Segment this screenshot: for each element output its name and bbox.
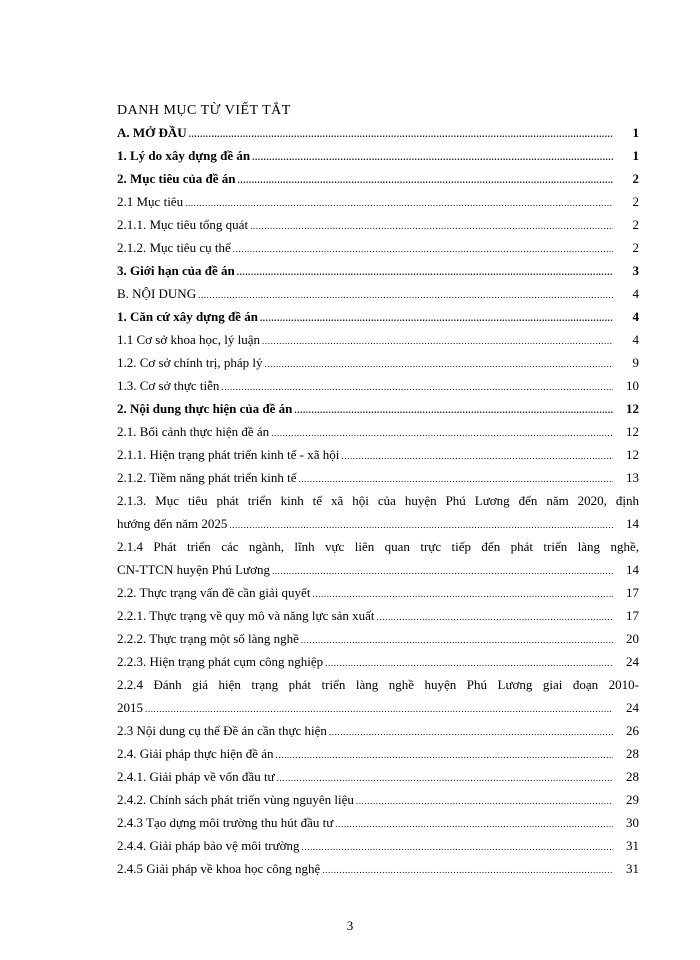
toc-entry-page: 30 <box>626 815 639 830</box>
toc-entry-title: 2.4.3 Tạo dựng môi trường thu hút đầu tư <box>117 815 334 830</box>
toc-entry-text-line1: 2.1.3. Mục tiêu phát triển kinh tế xã hội của huyện Phú Lương đến năm 2020, định <box>117 493 639 508</box>
toc-entry <box>117 122 639 144</box>
toc-entry-title: 1.1 Cơ sở khoa học, lý luận <box>117 332 261 347</box>
toc-entry-page: 12 <box>626 447 639 462</box>
toc-dot-leader <box>265 351 613 376</box>
toc-entry-page: 28 <box>626 746 639 761</box>
table-of-contents <box>117 122 639 880</box>
toc-entry <box>117 190 639 213</box>
toc-dot-leader <box>335 811 613 836</box>
toc-entry-page: 26 <box>626 723 639 738</box>
toc-entry <box>117 259 639 282</box>
toc-dot-leader <box>260 305 613 330</box>
toc-entry-page: 4 <box>632 332 639 347</box>
toc-entry-page: 24 <box>626 700 639 715</box>
toc-dot-leader <box>198 282 613 307</box>
toc-dot-leader <box>277 765 613 790</box>
toc-entry-page: 13 <box>626 470 639 485</box>
toc-entry <box>117 834 639 857</box>
toc-entry <box>117 581 639 604</box>
toc-entry-text-line1: 2.2.4 Đánh giá hiện trạng phát triển làng nghề huyện Phú Lương giai đoạn 2010- <box>117 677 639 692</box>
toc-entry <box>117 857 639 880</box>
toc-entry <box>117 305 639 328</box>
toc-dot-leader <box>325 650 613 675</box>
toc-dot-leader <box>341 443 613 468</box>
toc-entry-page: 1 <box>632 125 639 140</box>
toc-entry-title: 2.4.1. Giải pháp về vốn đầu tư <box>117 769 275 784</box>
toc-entry-text-line1: 2.1.4 Phát triển các ngành, lĩnh vực liên quan trực tiếp đến phát triển làng nghề, <box>117 539 639 554</box>
toc-dot-leader <box>262 328 613 353</box>
toc-entry-title: 2.1.1. Mục tiêu tổng quát <box>117 217 249 232</box>
toc-dot-leader <box>252 144 613 169</box>
toc-entry-title: 2. Nội dung thực hiện của đề án <box>117 401 293 416</box>
toc-entry-page: 2 <box>632 194 639 209</box>
toc-dot-leader <box>272 558 613 583</box>
toc-entry-title: 2.1.2. Mục tiêu cụ thể <box>117 240 231 255</box>
toc-entry <box>117 535 639 581</box>
toc-entry-title: 2.2.1. Thực trạng về quy mô và năng lực sản xuất <box>117 608 375 623</box>
toc-entry-title: 1.3. Cơ sở thực tiễn <box>117 378 220 393</box>
toc-dot-leader <box>237 167 613 192</box>
toc-entry-title: 2.2. Thực trạng vấn đề cần giải quyết <box>117 585 311 600</box>
toc-dot-leader <box>221 374 613 399</box>
toc-entry <box>117 742 639 765</box>
toc-entry-title: 2.3 Nội dung cụ thể Đề án cần thực hiện <box>117 723 327 738</box>
toc-entry-page: 24 <box>626 654 639 669</box>
toc-entry-page: 3 <box>632 263 639 278</box>
page-number: 3 <box>346 918 354 933</box>
toc-dot-leader <box>356 788 613 813</box>
toc-entry-title: 2.4.4. Giải pháp bảo vệ môi trường <box>117 838 300 853</box>
toc-entry-title: 2. Mục tiêu của đề án <box>117 171 236 186</box>
toc-entry-title: 2.2.3. Hiện trạng phát cụm công nghiệp <box>117 654 324 669</box>
toc-dot-leader <box>250 213 613 238</box>
toc-entry-page: 9 <box>632 355 639 370</box>
toc-entry-page: 4 <box>632 309 639 324</box>
toc-entry <box>117 144 639 167</box>
toc-entry-title: 1.2. Cơ sở chính trị, pháp lý <box>117 355 263 370</box>
toc-entry-title: 2.4.5 Giải pháp về khoa học công nghệ <box>117 861 321 876</box>
toc-entry-page: 28 <box>626 769 639 784</box>
toc-dot-leader <box>294 397 613 422</box>
toc-entry-title: 1. Lý do xây dựng đề án <box>117 148 251 163</box>
toc-entry-page: 1 <box>632 148 639 163</box>
toc-dot-leader <box>276 742 613 767</box>
toc-entry-title: A. MỞ ĐẦU <box>117 125 187 140</box>
toc-entry <box>117 397 639 420</box>
toc-entry-title: 2.1. Bối cảnh thực hiện đề án <box>117 424 270 439</box>
toc-entry <box>117 604 639 627</box>
toc-entry-page: 2 <box>632 217 639 232</box>
toc-entry-page: 10 <box>626 378 639 393</box>
toc-entry <box>117 466 639 489</box>
toc-entry-title: hướng đến năm 2025 <box>117 516 228 531</box>
toc-entry <box>117 282 639 305</box>
toc-dot-leader <box>185 190 613 215</box>
toc-entry <box>117 374 639 397</box>
toc-dot-leader <box>233 236 613 261</box>
toc-entry-page: 12 <box>626 424 639 439</box>
toc-dot-leader <box>229 512 613 537</box>
toc-entry-page: 2 <box>632 240 639 255</box>
toc-entry-page: 17 <box>626 585 639 600</box>
toc-entry-title: 2015 <box>117 700 143 715</box>
toc-dot-leader <box>322 857 613 882</box>
toc-dot-leader <box>301 627 613 652</box>
toc-entry <box>117 420 639 443</box>
toc-entry-title: 2.1 Mục tiêu <box>117 194 184 209</box>
toc-entry <box>117 719 639 742</box>
toc-dot-leader <box>189 122 613 145</box>
toc-entry-page: 31 <box>626 861 639 876</box>
toc-entry-page: 14 <box>626 562 639 577</box>
toc-dot-leader <box>312 581 613 606</box>
toc-entry-page: 17 <box>626 608 639 623</box>
toc-dot-leader <box>302 834 613 859</box>
toc-entry-title: 2.2.2. Thực trạng một số làng nghề <box>117 631 299 646</box>
toc-entry <box>117 328 639 351</box>
toc-dot-leader <box>329 719 613 744</box>
toc-dot-leader <box>271 420 613 445</box>
toc-entry <box>117 765 639 788</box>
toc-entry-title: 2.1.2. Tiềm năng phát triển kinh tế <box>117 470 297 485</box>
toc-dot-leader <box>145 696 613 721</box>
toc-entry-page: 12 <box>626 401 639 416</box>
toc-entry <box>117 443 639 466</box>
toc-entry <box>117 673 639 719</box>
toc-entry-page: 29 <box>626 792 639 807</box>
toc-entry <box>117 351 639 374</box>
toc-dot-leader <box>237 259 613 284</box>
toc-entry <box>117 811 639 834</box>
toc-entry <box>117 489 639 535</box>
toc-entry <box>117 213 639 236</box>
toc-entry-page: 31 <box>626 838 639 853</box>
toc-dot-leader <box>377 604 613 629</box>
toc-entry-title: B. NỘI DUNG <box>117 286 197 301</box>
toc-entry <box>117 788 639 811</box>
toc-entry-page: 4 <box>632 286 639 301</box>
toc-entry-page: 20 <box>626 631 639 646</box>
toc-entry <box>117 236 639 259</box>
toc-entry-title: 2.4.2. Chính sách phát triển vùng nguyên liệu <box>117 792 354 807</box>
toc-entry <box>117 627 639 650</box>
toc-entry-page: 14 <box>626 516 639 531</box>
toc-entry-title: 2.1.1. Hiện trạng phát triển kinh tế - xã hội <box>117 447 340 462</box>
abbreviations-heading: DANH MỤC TỪ VIẾT TẮT <box>117 103 291 118</box>
toc-entry-title: 3. Giới hạn của đề án <box>117 263 235 278</box>
toc-entry-title: CN-TTCN huyện Phú Lương <box>117 562 270 577</box>
toc-entry <box>117 167 639 190</box>
toc-entry-title: 1. Căn cứ xây dựng đề án <box>117 309 258 324</box>
toc-dot-leader <box>298 466 613 491</box>
toc-entry <box>117 650 639 673</box>
toc-entry-page: 2 <box>632 171 639 186</box>
toc-entry-title: 2.4. Giải pháp thực hiện đề án <box>117 746 274 761</box>
